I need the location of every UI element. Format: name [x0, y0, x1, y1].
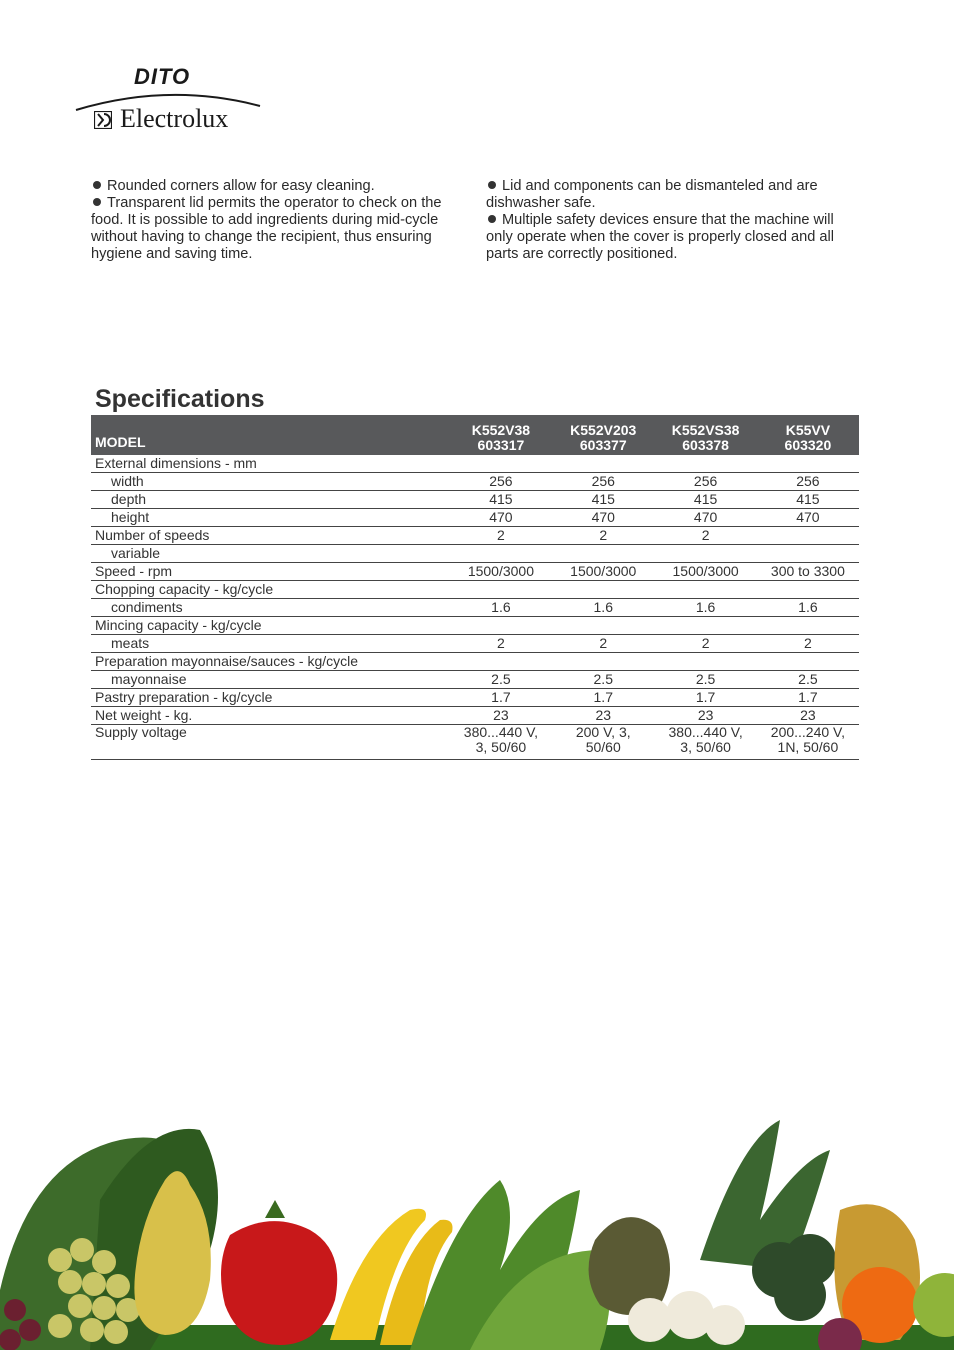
table-row — [91, 491, 859, 509]
row-label: Net weight - kg. — [91, 707, 450, 725]
vegetables-banner-image — [0, 1100, 954, 1350]
row-value — [450, 617, 552, 635]
row-value: 23 — [757, 707, 859, 725]
row-value: 470 — [757, 509, 859, 527]
row-label: Chopping capacity - kg/cycle — [91, 581, 450, 599]
dito-logo-text: DITO — [134, 64, 191, 89]
model-column-header: K552V203 603377 — [552, 415, 654, 455]
row-value — [757, 581, 859, 599]
row-value — [552, 455, 654, 473]
row-value: 2 — [654, 635, 756, 653]
row-value: 256 — [450, 473, 552, 491]
row-value — [552, 617, 654, 635]
row-value — [757, 545, 859, 563]
row-value: 256 — [552, 473, 654, 491]
feature-item: Rounded corners allow for easy cleaning. — [91, 178, 461, 195]
bullet-icon — [488, 181, 496, 189]
row-value — [552, 653, 654, 671]
row-value: 380...440 V, 3, 50/60 — [654, 725, 756, 760]
row-value: 2.5 — [757, 671, 859, 689]
row-value: 2 — [552, 635, 654, 653]
row-label: mayonnaise — [91, 671, 450, 689]
row-value: 2.5 — [654, 671, 756, 689]
row-value — [654, 617, 756, 635]
table-row — [91, 473, 859, 491]
row-value — [757, 455, 859, 473]
bullet-icon — [93, 198, 101, 206]
row-value: 1500/3000 — [552, 563, 654, 581]
features-right-column — [486, 178, 861, 263]
row-value: 470 — [450, 509, 552, 527]
specifications-title: Specifications — [95, 385, 265, 413]
row-label: Preparation mayonnaise/sauces - kg/cycle — [91, 653, 450, 671]
row-label: Speed - rpm — [91, 563, 450, 581]
row-value — [757, 527, 859, 545]
row-value: 2 — [757, 635, 859, 653]
table-row — [91, 581, 859, 599]
row-label: Mincing capacity - kg/cycle — [91, 617, 450, 635]
table-row — [91, 599, 859, 617]
specifications-body — [91, 455, 859, 760]
row-value: 2 — [654, 527, 756, 545]
model-header: MODEL — [91, 415, 450, 455]
row-value: 200 V, 3, 50/60 — [552, 725, 654, 760]
row-label: Pastry preparation - kg/cycle — [91, 689, 450, 707]
row-label: height — [91, 509, 450, 527]
row-value: 415 — [552, 491, 654, 509]
table-row — [91, 545, 859, 563]
row-value: 200...240 V, 1N, 50/60 — [757, 725, 859, 760]
row-value: 2.5 — [450, 671, 552, 689]
row-value: 2 — [450, 635, 552, 653]
features-left-column — [91, 178, 461, 263]
bullet-icon — [93, 181, 101, 189]
row-value: 23 — [552, 707, 654, 725]
row-value — [450, 653, 552, 671]
row-value: 1.6 — [450, 599, 552, 617]
row-value: 2.5 — [552, 671, 654, 689]
table-row — [91, 689, 859, 707]
row-label: meats — [91, 635, 450, 653]
row-value — [450, 545, 552, 563]
table-row — [91, 635, 859, 653]
row-value — [552, 545, 654, 563]
table-row — [91, 707, 859, 725]
row-value: 415 — [654, 491, 756, 509]
row-value: 256 — [654, 473, 756, 491]
row-value: 1.7 — [450, 689, 552, 707]
electrolux-mark-icon — [94, 111, 112, 129]
row-value: 2 — [552, 527, 654, 545]
electrolux-logo-text: Electrolux — [120, 104, 229, 133]
table-row — [91, 671, 859, 689]
table-row — [91, 653, 859, 671]
table-row — [91, 617, 859, 635]
row-label: Supply voltage — [91, 725, 450, 760]
row-value: 1.6 — [552, 599, 654, 617]
row-value: 300 to 3300 — [757, 563, 859, 581]
model-column-header: K55VV 603320 — [757, 415, 859, 455]
table-row — [91, 509, 859, 527]
row-value: 1.6 — [757, 599, 859, 617]
table-header-row — [91, 415, 859, 455]
row-value: 23 — [654, 707, 756, 725]
row-value — [450, 581, 552, 599]
feature-item: Transparent lid permits the operator to check on the food. It is possible to add ingredients during mid-cycle without having to change the recipient, thus ensuring hygiene and saving time. — [91, 195, 442, 262]
row-label: variable — [91, 545, 450, 563]
bullet-icon — [488, 215, 496, 223]
model-column-header: K552VS38 603378 — [654, 415, 756, 455]
row-value: 1500/3000 — [654, 563, 756, 581]
table-row — [91, 455, 859, 473]
row-value — [757, 617, 859, 635]
row-value — [654, 455, 756, 473]
row-value — [654, 545, 756, 563]
table-row — [91, 563, 859, 581]
model-column-header: K552V38 603317 — [450, 415, 552, 455]
row-value: 1.7 — [757, 689, 859, 707]
row-value — [654, 653, 756, 671]
row-label: condiments — [91, 599, 450, 617]
dito-electrolux-logo — [74, 62, 264, 137]
row-value: 415 — [757, 491, 859, 509]
table-row — [91, 527, 859, 545]
row-label: depth — [91, 491, 450, 509]
specifications-table — [91, 415, 859, 760]
row-label: External dimensions - mm — [91, 455, 450, 473]
row-value: 1500/3000 — [450, 563, 552, 581]
row-value: 470 — [654, 509, 756, 527]
row-label: Number of speeds — [91, 527, 450, 545]
row-label: width — [91, 473, 450, 491]
row-value — [654, 581, 756, 599]
row-value: 380...440 V, 3, 50/60 — [450, 725, 552, 760]
feature-item: Multiple safety devices ensure that the machine will only operate when the cover is properly closed and all parts are correctly positioned. — [486, 212, 835, 262]
row-value: 415 — [450, 491, 552, 509]
row-value: 1.6 — [654, 599, 756, 617]
feature-item: Lid and components can be dismanteled and are dishwasher safe. — [486, 178, 818, 211]
row-value: 2 — [450, 527, 552, 545]
row-value: 23 — [450, 707, 552, 725]
row-value: 1.7 — [552, 689, 654, 707]
table-row-supply-voltage — [91, 725, 859, 760]
row-value — [552, 581, 654, 599]
row-value: 256 — [757, 473, 859, 491]
row-value — [450, 455, 552, 473]
row-value — [757, 653, 859, 671]
row-value: 470 — [552, 509, 654, 527]
row-value: 1.7 — [654, 689, 756, 707]
